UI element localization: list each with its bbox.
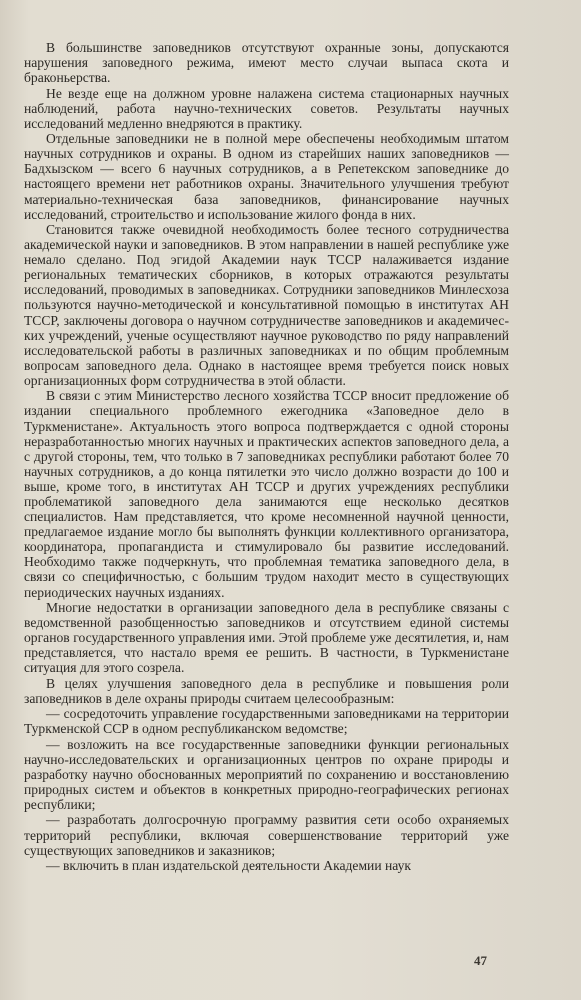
list-item: — включить в план издательской деятельности Академии наук	[46, 858, 412, 874]
paragraph: Многие недостатки в организации заповедного дела в республике связаны с ведомственной разобщенностью заповедников и отсутствием единой системы органов государственного управления ими. Этой проблеме уже десятилетия, и, нам представляется, что настало время ее решить. В частности, в Туркменистане ситуация для этого созрела.	[24, 599, 509, 676]
paragraph: В связи с этим Министерство лесного хозяйства ТССР вносит предложение об издании специального проблемного ежегодника «Заповедное дело в Туркменистане». Актуальность этого вопроса подтверждается с одной стороны неразработанностью многих научных и практических аспектов заповедного дела, а с другой стороны, тем, что только в 7 заповедниках республики работают более 70 научных сотрудников, а до конца пятилетки это число должно возрасти до 100 и выше, кроме того, в институтах АН ТССР и других учреждениях республики проблематикой заповедного дела занимаются еще несколько десятков специалистов. Нам представляется, что кроме несомненной научной ценности, предлагаемое издание могло бы выполнять функции коллективного организатора, координатора, пропагандиста и стимулировало бы развитие исследований. Необходимо также подчеркнуть, что проблемная тематика заповедного дела, в связи со специфичностью, с большим трудом находит место в существующих периодических научных изданиях.	[24, 388, 509, 600]
paragraph: Не везде еще на должном уровне налажена система стационарных научных наблюдений, работа научно-технических советов. Результаты научных исследований медленно внедряются в практику.	[24, 85, 509, 131]
body-text	[24, 40, 509, 873]
page-number: 47	[474, 953, 487, 968]
paragraph: В большинстве заповедников отсутствуют охранные зоны, допускаются нарушения заповедного режима, имеют место случаи выпаса скота и браконьерства.	[24, 40, 509, 86]
list-item: — разработать долгосрочную программу развития сети особо охраняемых территорий республики, включая совершенствование территорий уже существующих заповедников и заказников;	[24, 812, 509, 858]
paragraph: Становится также очевидной необходимость более тесного сотрудничества академической науки и заповедников. В этом направлении в нашей республике уже немало сделано. Под эгидой Академии наук ТССР налаживается издание региональных тематических сборников, в которых отражаются результаты исследований, проводимых в заповедниках. Сотрудники заповедников Минлесхоза пользуются научно-методической и консультативной помощью в институтах АН ТССР, заключены договора о научном сотрудничестве заповедников и академических учреждений, ученые осуществляют научное руководство по ряду направлений исследовательской работы в различных заповедниках и по общим проблемным вопросам заповедного дела. Однако в настоящее время требуется поиск новых организационных форм сотрудничества в этой области.	[24, 222, 509, 388]
paragraph: Отдельные заповедники не в полной мере обеспечены необходимым штатом научных сотрудников и охраны. В одном из старейших наших заповедников — Бадхызском — всего 6 научных сотрудников, а в Репетекском заповеднике до настоящего времени нет работников охраны. Значительного улучшения требуют материально-техническая база заповедников, финансирование научных исследований, строительство и использование жилого фонда в них.	[24, 131, 509, 222]
paragraph: В целях улучшения заповедного дела в республике и повышения роли заповедников в деле охраны природы считаем целесообразным:	[24, 675, 509, 706]
list-item: — сосредоточить управление государственными заповедниками на территории Туркменской ССР в одном республиканском ведомстве;	[24, 706, 509, 737]
list-item: — возложить на все государственные заповедники функции региональных научно-исследовательских и организационных центров по охране природы и разработку научно обоснованных мероприятий по сохранению и восстановлению природных систем и объектов в конкретных природно-географических регионах республики;	[24, 736, 509, 813]
